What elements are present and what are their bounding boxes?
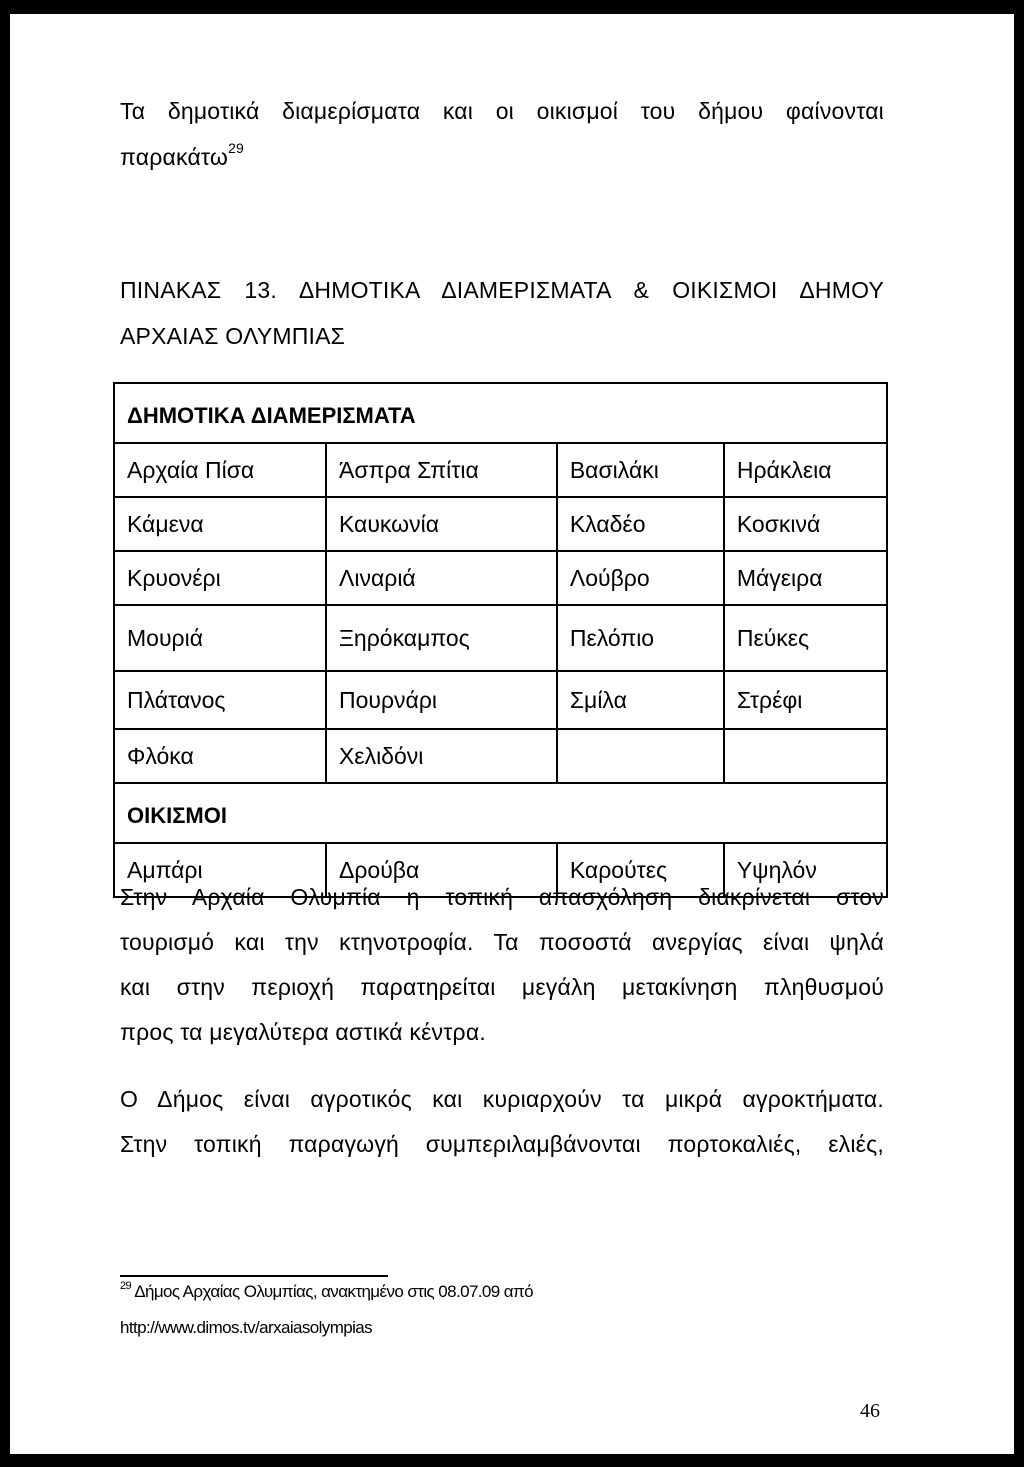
body-paragraph-1-line-1: Στην Αρχαία Ολυμπία η τοπική απασχόληση διακρίνεται στον bbox=[120, 884, 884, 910]
table-cell: Σμίλα bbox=[557, 671, 724, 729]
table-cell: Πλάτανος bbox=[114, 671, 326, 729]
table-cell: Δρούβα bbox=[326, 843, 557, 897]
settlements-table bbox=[113, 382, 888, 898]
table-row bbox=[114, 605, 887, 671]
table-cell: Φλόκα bbox=[114, 729, 326, 783]
table-cell: Μουριά bbox=[114, 605, 326, 671]
section-header-settlements: ΟΙΚΙΣΜΟΙ bbox=[114, 783, 887, 843]
table-caption-line-1: ΠΙΝΑΚΑΣ 13. ΔΗΜΟΤΙΚΑ ΔΙΑΜΕΡΙΣΜΑΤΑ & ΟΙΚΙΣΜΟΙ ΔΗΜΟΥ bbox=[120, 277, 884, 303]
section-header-districts: ΔΗΜΟΤΙΚΑ ΔΙΑΜΕΡΙΣΜΑΤΑ bbox=[114, 383, 887, 443]
table-cell: Καυκωνία bbox=[326, 497, 557, 551]
table-row bbox=[114, 443, 887, 497]
table-cell: Ηράκλεια bbox=[724, 443, 887, 497]
footnote-line-1 bbox=[120, 1282, 533, 1302]
table-cell: Πουρνάρι bbox=[326, 671, 557, 729]
intro-line-2 bbox=[120, 140, 245, 171]
footnote-reference[interactable]: 29 bbox=[228, 140, 245, 156]
table-row bbox=[114, 497, 887, 551]
table-cell: Υψηλόν bbox=[724, 843, 887, 897]
table-row bbox=[114, 729, 887, 783]
body-paragraph-2-line-2: Στην τοπική παραγωγή συμπεριλαμβάνονται πορτοκαλιές, ελιές, bbox=[120, 1131, 884, 1157]
table-cell: Κρυονέρι bbox=[114, 551, 326, 605]
table-cell: Λούβρο bbox=[557, 551, 724, 605]
body-paragraph-1-line-2: τουρισμό και την κτηνοτροφία. Τα ποσοστά ανεργίας είναι ψηλά bbox=[120, 929, 884, 955]
body-paragraph-1-line-4: προς τα μεγαλύτερα αστικά κέντρα. bbox=[120, 1019, 486, 1045]
table-cell: Πελόπιο bbox=[557, 605, 724, 671]
table-cell: Λιναριά bbox=[326, 551, 557, 605]
table-cell: Μάγειρα bbox=[724, 551, 887, 605]
table-cell bbox=[724, 729, 887, 783]
table-cell: Κλαδέο bbox=[557, 497, 724, 551]
body-paragraph-2-line-1: Ο Δήμος είναι αγροτικός και κυριαρχούν τα μικρά αγροκτήματα. bbox=[120, 1086, 884, 1112]
table-cell: Αρχαία Πίσα bbox=[114, 443, 326, 497]
table-cell: Χελιδόνι bbox=[326, 729, 557, 783]
table-caption-line-2: ΑΡΧΑΙΑΣ ΟΛΥΜΠΙΑΣ bbox=[120, 323, 346, 349]
table-cell: Βασιλάκι bbox=[557, 443, 724, 497]
table-cell: Στρέφι bbox=[724, 671, 887, 729]
table-cell: Ξηρόκαμπος bbox=[326, 605, 557, 671]
footnote-text: Δήμος Αρχαίας Ολυμπίας, ανακτημένο στις 08.07.09 από bbox=[134, 1282, 533, 1301]
body-paragraph-1-line-3: και στην περιοχή παρατηρείται μεγάλη μετακίνηση πληθυσμού bbox=[120, 974, 884, 1000]
footnote-number: 29 bbox=[120, 1280, 132, 1292]
table-cell: Κοσκινά bbox=[724, 497, 887, 551]
table-cell bbox=[557, 729, 724, 783]
table-cell: Κάμενα bbox=[114, 497, 326, 551]
intro-line-1: Τα δημοτικά διαμερίσματα και οι οικισμοί του δήμου φαίνονται bbox=[120, 98, 884, 124]
table-cell: Πεύκες bbox=[724, 605, 887, 671]
table-row bbox=[114, 551, 887, 605]
table-row bbox=[114, 671, 887, 729]
footnote-link[interactable]: http://www.dimos.tv/arxaiasolympias bbox=[120, 1318, 373, 1337]
table-cell: Καρούτες bbox=[557, 843, 724, 897]
document-page bbox=[10, 14, 1014, 1454]
footnote-separator bbox=[120, 1275, 388, 1277]
page-number: 46 bbox=[860, 1400, 880, 1422]
table-cell: Άσπρα Σπίτια bbox=[326, 443, 557, 497]
intro-line-2-text: παρακάτω bbox=[120, 144, 229, 170]
table-cell: Αμπάρι bbox=[114, 843, 326, 897]
